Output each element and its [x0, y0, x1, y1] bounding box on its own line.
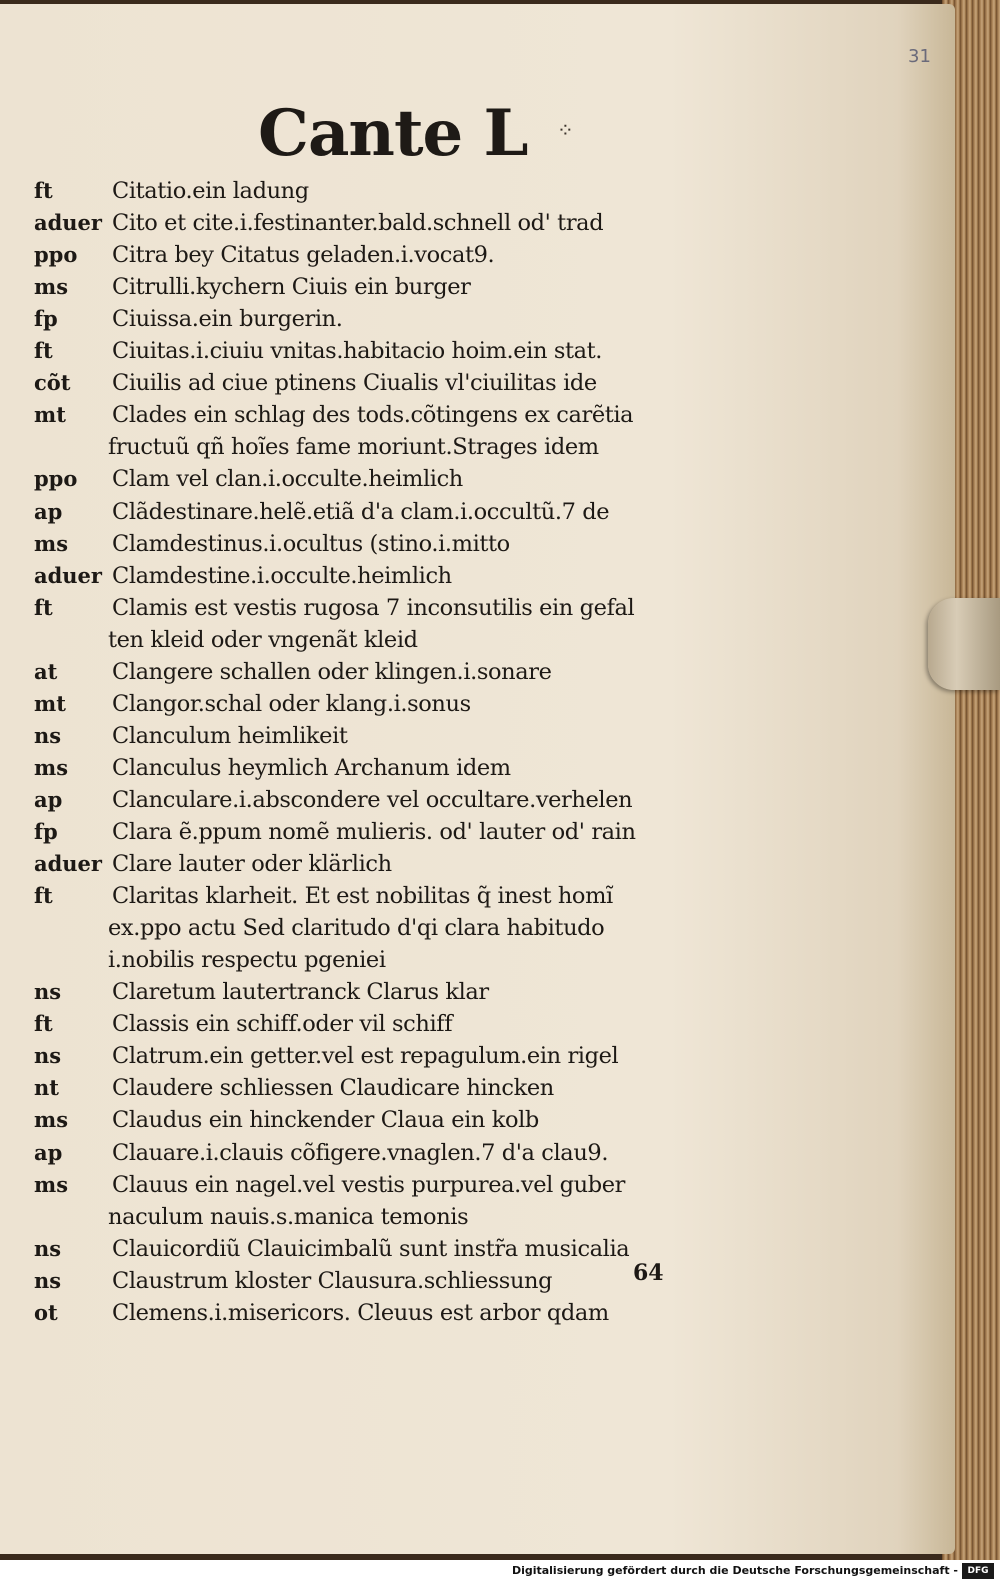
dictionary-entry: [0, 753, 955, 783]
dictionary-entry: [0, 432, 955, 462]
dictionary-entry: [0, 272, 955, 302]
entry-text: Clãdestinare.helẽ.etiã d'a clam.i.occultũ.7 de: [112, 498, 610, 525]
grammar-code: ppo: [34, 242, 78, 268]
grammar-code: ft: [34, 1011, 53, 1037]
dictionary-entry: [0, 977, 955, 1007]
dictionary-entry: [0, 785, 955, 815]
grammar-code: ms: [34, 530, 69, 556]
dictionary-entry: [0, 945, 955, 975]
entry-text: Clara ẽ.ppum nomẽ mulieris. od' lauter od' rain: [112, 819, 636, 845]
grammar-code: ns: [34, 979, 62, 1005]
dictionary-entry: [0, 1234, 955, 1264]
entry-text: Clauare.i.clauis cõfigere.vnaglen.7 d'a clau9.: [112, 1139, 609, 1166]
entry-text: Claustrum kloster Clausura.schliessung: [112, 1267, 553, 1294]
entry-text: Clamdestine.i.occulte.heimlich: [112, 562, 452, 589]
dfg-logo: DFG: [962, 1563, 994, 1579]
grammar-code: ms: [34, 1171, 69, 1197]
entry-text: Clanculus heymlich Archanum idem: [112, 754, 511, 781]
entry-text: Claretum lautertranck Clarus klar: [112, 979, 489, 1006]
entry-text: Clangere schallen oder klingen.i.sonare: [112, 658, 552, 685]
footer-bar: [0, 1560, 1000, 1583]
page-number: 64: [633, 1260, 664, 1286]
entry-text: i.nobilis respectu pgeniei: [108, 947, 386, 974]
dictionary-entry: [0, 817, 955, 847]
entry-text: Clare lauter oder klärlich: [112, 851, 392, 878]
entry-text: Claudere schliessen Claudicare hincken: [112, 1075, 554, 1102]
entry-text: Classis ein schiff.oder vil schiff: [112, 1011, 453, 1038]
entry-text: naculum nauis.s.manica temonis: [108, 1203, 469, 1230]
dictionary-entry: [0, 721, 955, 751]
grammar-code: ap: [34, 786, 63, 812]
entry-text: Citra bey Citatus geladen.i.vocat9.: [112, 242, 495, 269]
grammar-code: mt: [34, 402, 66, 428]
grammar-code: aduer: [34, 562, 102, 588]
entry-text: Clatrum.ein getter.vel est repagulum.ein rigel: [112, 1043, 619, 1070]
dictionary-entry: [0, 304, 955, 334]
dictionary-entry: [0, 1202, 955, 1232]
dictionary-entry: [0, 881, 955, 911]
grammar-code: ns: [34, 722, 62, 748]
dictionary-entry: [0, 240, 955, 270]
dictionary-entry: [0, 208, 955, 238]
dictionary-entry: [0, 1266, 955, 1296]
entry-text: Clades ein schlag des tods.cõtingens ex carẽtia: [112, 402, 634, 429]
grammar-code: ap: [34, 1139, 63, 1165]
dictionary-entry: [0, 657, 955, 687]
grammar-code: ft: [34, 594, 53, 620]
grammar-code: nt: [34, 1075, 59, 1101]
grammar-code: aduer: [34, 851, 102, 877]
entry-text: Ciuissa.ein burgerin.: [112, 306, 343, 333]
dictionary-entry: [0, 561, 955, 591]
dictionary-entry: [0, 529, 955, 559]
dictionary-entry: [0, 593, 955, 623]
dictionary-entry: [0, 176, 955, 206]
entry-text: Clauus ein nagel.vel vestis purpurea.vel guber: [112, 1171, 626, 1198]
entry-text: Clanculum heimlikeit: [112, 722, 348, 749]
entry-text: Clam vel clan.i.occulte.heimlich: [112, 466, 463, 493]
dictionary-entry: [0, 368, 955, 398]
dictionary-entry: [0, 1298, 955, 1328]
dictionary-entry: [0, 1009, 955, 1039]
grammar-code: ft: [34, 883, 53, 909]
grammar-code: ns: [34, 1267, 62, 1293]
grammar-code: ppo: [34, 466, 78, 492]
grammar-code: fp: [34, 306, 58, 332]
dictionary-entry: [0, 849, 955, 879]
grammar-code: cõt: [34, 370, 71, 396]
grammar-code: ot: [34, 1299, 58, 1325]
grammar-code: ms: [34, 754, 69, 780]
dictionary-entry: [0, 1073, 955, 1103]
entry-text: Clauicordiũ Clauicimbalũ sunt instr̃a musicalia: [112, 1235, 630, 1262]
entry-text: Clamis est vestis rugosa 7 inconsutilis ein gefal: [112, 594, 635, 621]
grammar-code: ft: [34, 178, 53, 203]
dictionary-entry: [0, 464, 955, 494]
dictionary-entry: [0, 689, 955, 719]
entry-text: Clangor.schal oder klang.i.sonus: [112, 690, 471, 717]
entry-text: Clamdestinus.i.ocultus (stino.i.mitto: [112, 530, 510, 557]
dictionary-entry: [0, 336, 955, 366]
entry-text: Clanculare.i.abscondere vel occultare.verhelen: [112, 786, 633, 813]
grammar-code: ms: [34, 274, 69, 300]
grammar-code: mt: [34, 690, 66, 716]
grammar-code: ms: [34, 1107, 69, 1133]
entry-text: Clemens.i.misericors. Cleuus est arbor qdam: [112, 1299, 609, 1326]
entry-text: Citatio.ein ladung: [112, 178, 309, 204]
page-heading: Cante L: [258, 96, 528, 171]
grammar-code: ns: [34, 1043, 62, 1069]
entry-text: Cito et cite.i.festinanter.bald.schnell od' trad: [112, 210, 604, 237]
dictionary-entry: [0, 625, 955, 655]
footer-credit: Digitalisierung gefördert durch die Deutsche Forschungsgemeinschaft -: [511, 1564, 958, 1577]
folio-number: 31: [908, 46, 931, 67]
entry-text: ex.ppo actu Sed claritudo d'qi clara habitudo: [108, 915, 605, 942]
entry-text: Ciuitas.i.ciuiu vnitas.habitacio hoim.ein stat.: [112, 338, 603, 365]
dictionary-entry: [0, 1105, 955, 1135]
dictionary-entry: [0, 913, 955, 943]
dictionary-entry: [0, 1138, 955, 1168]
grammar-code: fp: [34, 819, 58, 844]
grammar-code: at: [34, 658, 58, 684]
entry-text: Citrulli.kychern Ciuis ein burger: [112, 274, 471, 301]
grammar-code: ns: [34, 1235, 62, 1261]
dictionary-entry: [0, 1041, 955, 1071]
entry-text: Ciuilis ad ciue ptinens Ciualis vl'ciuilitas ide: [112, 370, 597, 397]
grammar-code: aduer: [34, 210, 102, 236]
dictionary-entry: [0, 1170, 955, 1200]
grammar-code: ap: [34, 498, 63, 524]
entry-text: fructuũ qñ hoĩes fame moriunt.Strages idem: [108, 434, 599, 461]
entry-text: ten kleid oder vngenãt kleid: [108, 626, 418, 653]
entry-text: Claritas klarheit. Et est nobilitas q̃ inest homĩ: [112, 883, 613, 910]
grammar-code: ft: [34, 338, 53, 364]
dictionary-entry: [0, 497, 955, 527]
heading-ornament: ⁘: [557, 118, 574, 142]
dictionary-entry: [0, 400, 955, 430]
entry-text: Claudus ein hinckender Claua ein kolb: [112, 1107, 539, 1134]
